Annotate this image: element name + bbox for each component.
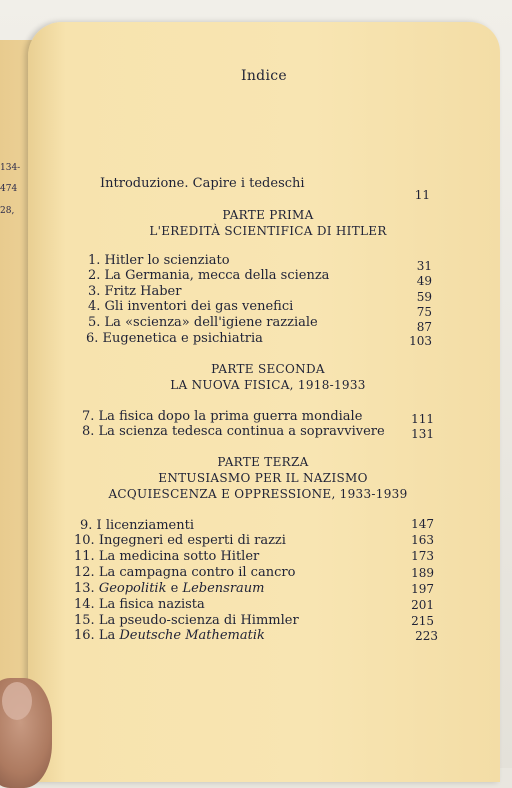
toc-page: 147 xyxy=(411,517,434,531)
left-page-fragment: 28, xyxy=(0,206,15,216)
intro-entry: Introduzione. Capire i tedeschi xyxy=(100,176,305,191)
part-label: PARTE PRIMA xyxy=(222,208,314,222)
thumbnail xyxy=(2,682,32,720)
toc-page: 31 xyxy=(416,259,432,273)
toc-entry: 8. La scienza tedesca continua a sopravvivere xyxy=(82,424,385,439)
part-heading: ENTUSIASMO PER IL NAZISMO xyxy=(158,471,368,485)
toc-page: 215 xyxy=(411,614,434,628)
part-heading: L'EREDITÀ SCIENTIFICA DI HITLER xyxy=(149,224,387,238)
toc-entry: 16. La Deutsche Mathematik xyxy=(74,628,265,643)
part-label: PARTE TERZA xyxy=(217,455,309,469)
page-title: Indice xyxy=(241,68,287,84)
toc-page: 87 xyxy=(416,320,432,334)
toc-entry: 9. I licenziamenti xyxy=(80,518,195,533)
toc-entry: 5. La «scienza» dell'igiene razziale xyxy=(88,315,318,330)
toc-page: 131 xyxy=(411,427,434,441)
intro-page: 11 xyxy=(414,188,430,202)
toc-entry: 2. La Germania, mecca della scienza xyxy=(88,268,330,283)
toc-entry: 10. Ingegneri ed esperti di razzi xyxy=(74,533,286,548)
toc-entry: 6. Eugenetica e psichiatria xyxy=(86,331,263,346)
toc-page: 201 xyxy=(411,598,434,612)
part-heading: ACQUIESCENZA E OPPRESSIONE, 1933-1939 xyxy=(108,487,408,501)
part-heading: LA NUOVA FISICA, 1918-1933 xyxy=(170,378,366,392)
toc-page: 197 xyxy=(411,582,434,596)
toc-page: 223 xyxy=(415,629,438,643)
toc-page: 75 xyxy=(416,305,432,319)
toc-page: 189 xyxy=(411,566,434,580)
toc-page: 59 xyxy=(416,290,432,304)
left-page-fragment: 134- xyxy=(0,163,21,173)
toc-page: 173 xyxy=(411,549,434,563)
toc-page: 111 xyxy=(411,412,434,426)
toc-entry: 14. La fisica nazista xyxy=(74,597,205,612)
toc-entry: 13. Geopolitik e Lebensraum xyxy=(74,581,265,596)
toc-page: 103 xyxy=(409,334,432,348)
toc-entry: 4. Gli inventori dei gas venefici xyxy=(88,299,294,314)
toc-entry: 7. La fisica dopo la prima guerra mondiale xyxy=(82,409,363,424)
book-page xyxy=(28,22,500,782)
left-page-fragment: 474 xyxy=(0,184,18,194)
toc-entry: 1. Hitler lo scienziato xyxy=(88,253,230,268)
toc-entry: 3. Fritz Haber xyxy=(88,284,182,299)
toc-page: 49 xyxy=(416,274,432,288)
toc-entry: 11. La medicina sotto Hitler xyxy=(74,549,260,564)
table-of-contents xyxy=(28,22,500,782)
toc-page: 163 xyxy=(411,533,434,547)
toc-entry: 15. La pseudo-scienza di Himmler xyxy=(74,613,299,628)
part-label: PARTE SECONDA xyxy=(211,362,325,376)
toc-entry: 12. La campagna contro il cancro xyxy=(74,565,296,580)
